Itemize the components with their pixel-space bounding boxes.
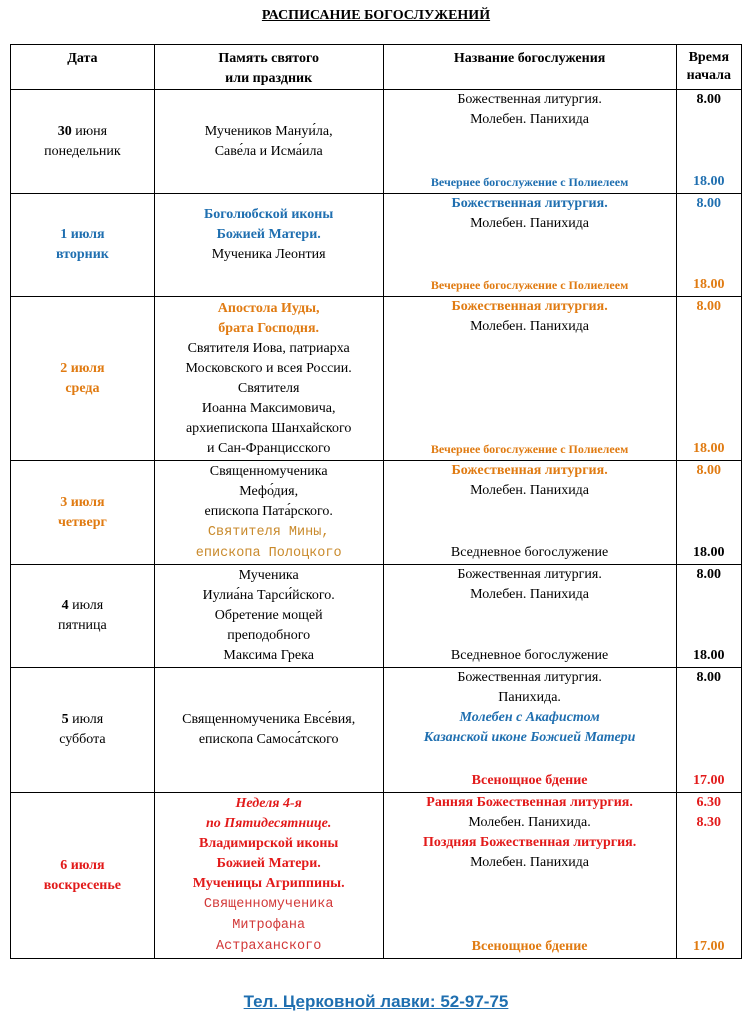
row-date: 6 июля воскресенье <box>11 793 155 959</box>
row-time: 8.00 18.00 <box>676 565 741 668</box>
row-service: Божественная литургия. Панихида. Молебен с Акафистом Казанской иконе Божией Матери Всенощное бдение <box>383 668 676 793</box>
table-row <box>11 793 742 959</box>
row-service: Божественная литургия. Молебен. Панихида Вечернее богослужение с Полиелеем <box>383 90 676 194</box>
row-saint: Мученика Иулиа́на Тарси́йского. Обретение мощей преподобного Максима Грека <box>154 565 383 668</box>
row-time: 8.00 18.00 <box>676 194 741 297</box>
row-saint: Священномученика Евсе́вия, епископа Самоса́тского <box>154 668 383 793</box>
row-date: 2 июля среда <box>11 297 155 461</box>
row-saint: Боголюбской иконы Божией Матери. Мученика Леонтия <box>154 194 383 297</box>
table-header-row <box>11 45 742 90</box>
row-date: 30 июня понедельник <box>11 90 155 194</box>
table-row <box>11 194 742 297</box>
page-title: РАСПИСАНИЕ БОГОСЛУЖЕНИЙ <box>261 8 491 23</box>
row-saint: Священномученика Мефо́дия, епископа Пата́рского. Святителя Мины, епископа Полоцкого <box>154 461 383 565</box>
header-date: Дата <box>11 45 155 90</box>
row-saint: Апостола Иуды, брата Господня. Святителя Иова, патриарха Московского и всея России. Святителя Иоанна Максимовича, архиепископа Шанхайского и Сан-Францисского <box>154 297 383 461</box>
row-saint: Неделя 4-я по Пятидесятнице. Владимирской иконы Божией Матери. Мученицы Агриппины. Священномученика Митрофана Астраханского <box>154 793 383 959</box>
row-date: 5 июля суббота <box>11 668 155 793</box>
shop-phone: Тел. Церковной лавки: 52-97-75 <box>243 992 509 1011</box>
row-time: 8.00 18.00 <box>676 461 741 565</box>
row-service: Божественная литургия. Молебен. Панихида Вседневное богослужение <box>383 565 676 668</box>
row-service: Божественная литургия. Молебен. Панихида Вечернее богослужение с Полиелеем <box>383 297 676 461</box>
row-service: Ранняя Божественная литургия. Молебен. Панихида. Поздняя Божественная литургия. Молебен. Панихида Всенощное бдение <box>383 793 676 959</box>
row-time: 8.00 17.00 <box>676 668 741 793</box>
table-row <box>11 297 742 461</box>
row-date: 1 июля вторник <box>11 194 155 297</box>
table-row <box>11 565 742 668</box>
row-time: 8.00 18.00 <box>676 90 741 194</box>
header-service: Название богослужения <box>383 45 676 90</box>
table-row <box>11 668 742 793</box>
header-memory: Память святого или праздник <box>154 45 383 90</box>
header-time: Время начала <box>676 45 741 90</box>
row-date: 4 июля пятница <box>11 565 155 668</box>
row-service: Божественная литургия. Молебен. Панихида Вседневное богослужение <box>383 461 676 565</box>
row-service: Божественная литургия. Молебен. Панихида Вечернее богослужение с Полиелеем <box>383 194 676 297</box>
table-row <box>11 461 742 565</box>
row-time: 8.00 18.00 <box>676 297 741 461</box>
row-saint: Мучеников Мануи́ла, Саве́ла и Исма́ила <box>154 90 383 194</box>
schedule-table <box>10 44 742 959</box>
table-row <box>11 90 742 194</box>
row-time: 6.30 8.30 17.00 <box>676 793 741 959</box>
row-date: 3 июля четверг <box>11 461 155 565</box>
